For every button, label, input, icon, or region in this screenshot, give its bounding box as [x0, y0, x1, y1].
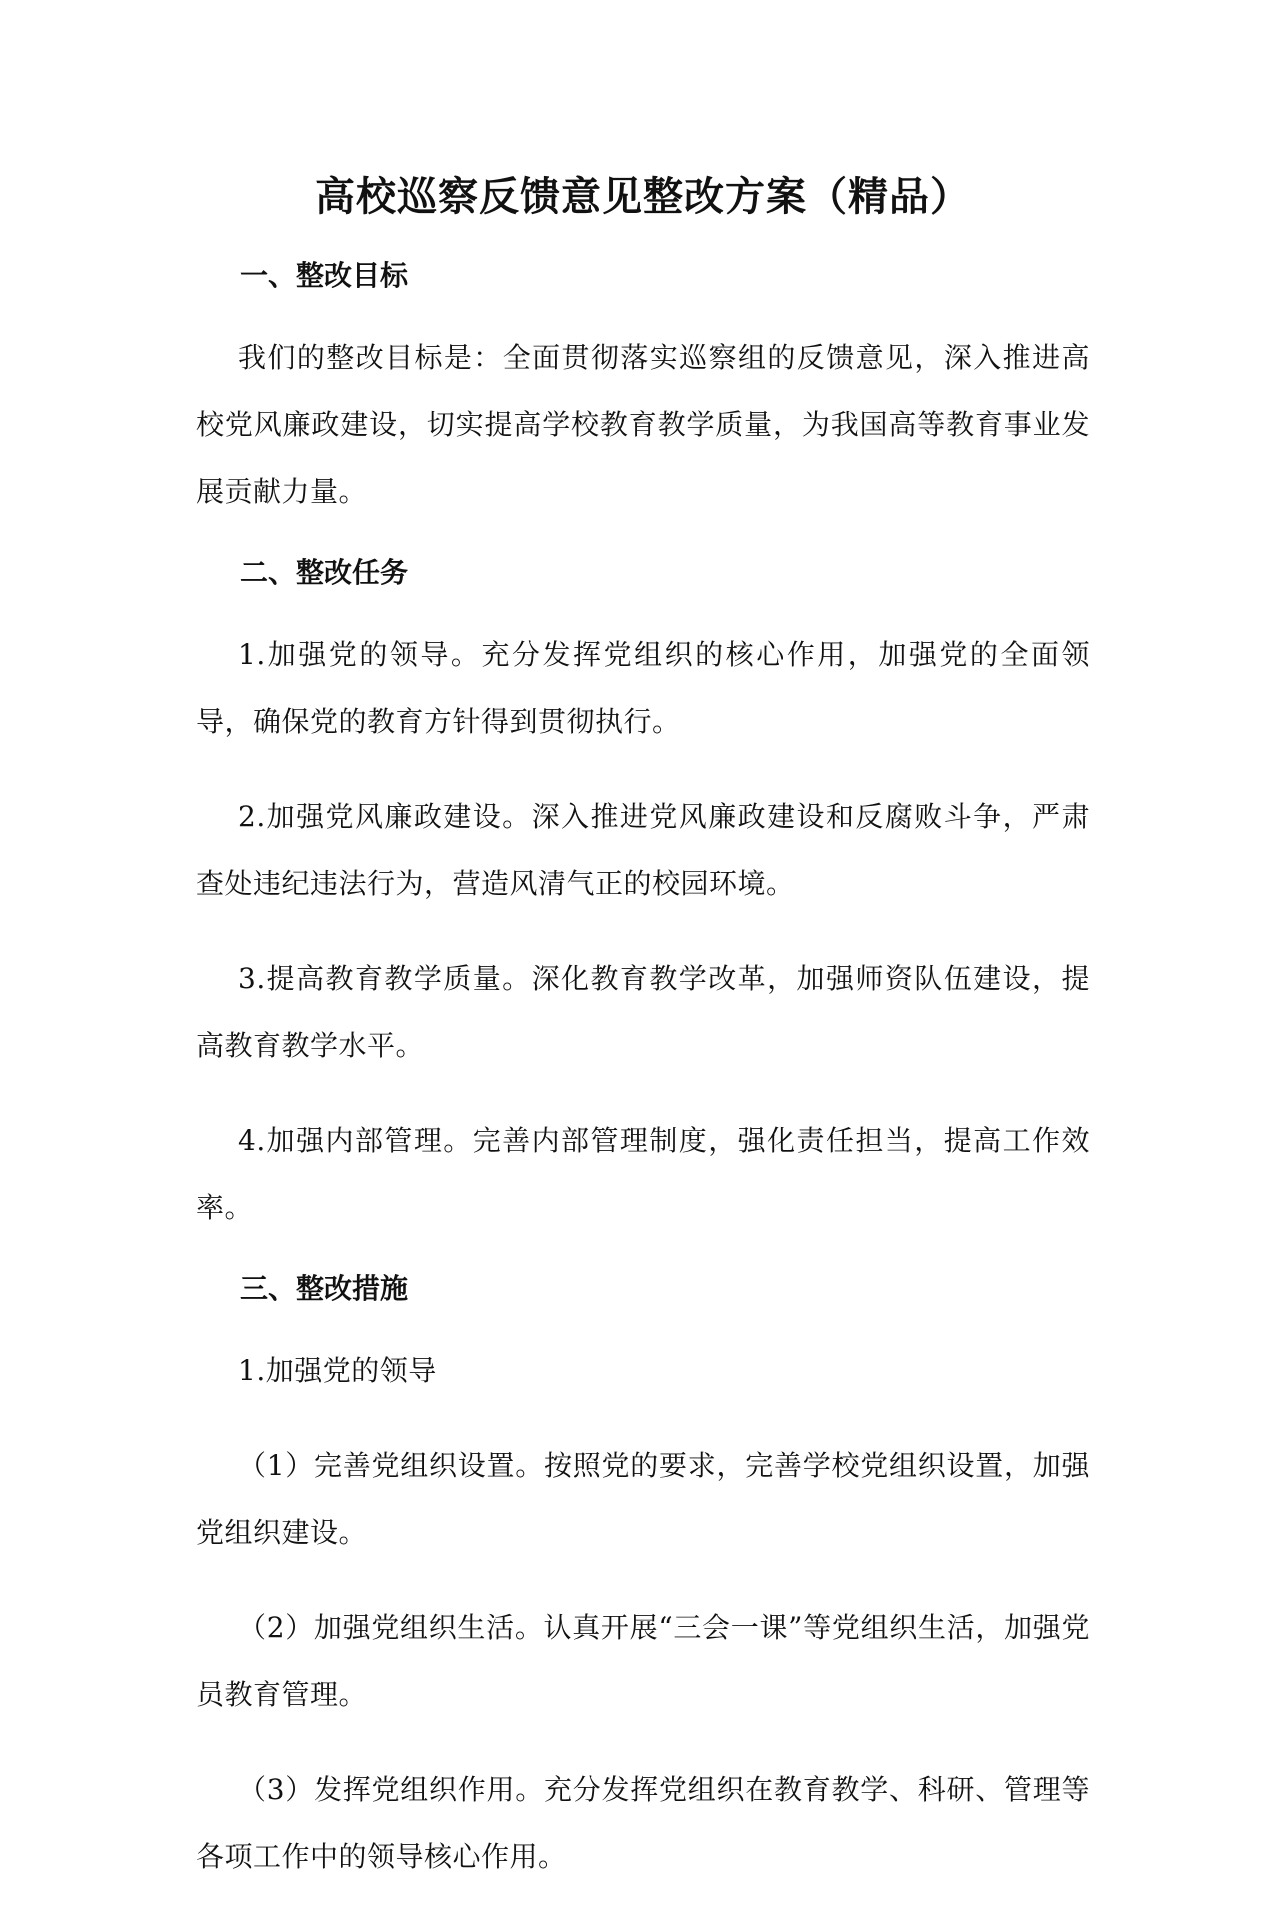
paragraph: 4.加强内部管理。完善内部管理制度，强化责任担当，提高工作效率。: [196, 1124, 1090, 1224]
paragraph: （1）完善党组织设置。按照党的要求，完善学校党组织设置，加强党组织建设。: [196, 1449, 1090, 1549]
document-title: 高校巡察反馈意见整改方案（精品）: [315, 174, 971, 220]
paragraph: 1.加强党的领导。充分发挥党组织的核心作用，加强党的全面领导，确保党的教育方针得到贯彻执行。: [196, 638, 1090, 738]
section-heading-measures: 三、整改措施: [240, 1272, 409, 1305]
document-body: [196, 160, 1090, 1918]
section-heading-goals: 一、整改目标: [240, 259, 409, 292]
paragraph: 2.加强党风廉政建设。深入推进党风廉政建设和反腐败斗争，严肃查处违纪违法行为，营造风清气正的校园环境。: [196, 800, 1090, 900]
paragraph: （3）发挥党组织作用。充分发挥党组织在教育教学、科研、管理等各项工作中的领导核心作用。: [196, 1773, 1090, 1873]
paragraph: 3.提高教育教学质量。深化教育教学改革，加强师资队伍建设，提高教育教学水平。: [196, 962, 1090, 1062]
paragraph: 我们的整改目标是：全面贯彻落实巡察组的反馈意见，深入推进高校党风廉政建设，切实提高学校教育教学质量，为我国高等教育事业发展贡献力量。: [196, 341, 1090, 508]
section-heading-tasks: 二、整改任务: [240, 556, 409, 589]
paragraph: （2）加强党组织生活。认真开展“三会一课”等党组织生活，加强党员教育管理。: [196, 1611, 1090, 1711]
paragraph: 1.加强党的领导: [238, 1354, 437, 1387]
